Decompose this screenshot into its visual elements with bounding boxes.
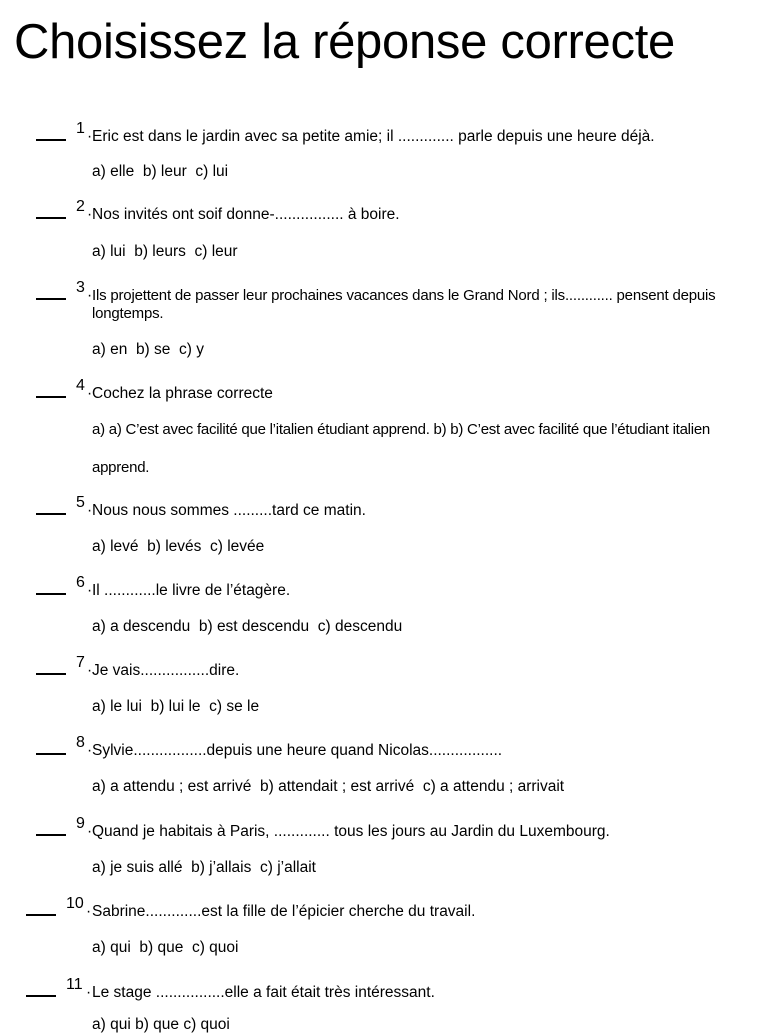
question-number: 7 [76,654,85,671]
answer-blank[interactable] [36,673,66,675]
question-text: Cochez la phrase correcte [92,385,273,402]
question-number: 11 [66,976,83,993]
answer-blank[interactable] [36,139,66,141]
question-number: 2 [76,198,85,215]
question-text: Sabrine.............est la fille de l’épicier cherche du travail. [92,903,476,920]
answer-blank[interactable] [26,995,56,997]
number-dot: · [87,385,93,402]
answer-options: a) le lui b) lui le c) se le [92,698,260,715]
question-text: Sylvie.................depuis une heure quand Nicolas................. [92,742,503,759]
answer-options: a) levé b) levés c) levée [92,538,265,555]
question-number: 6 [76,574,85,591]
question-number: 3 [76,279,85,296]
question-text: Je vais................dire. [92,662,240,679]
page-title: Choisissez la réponse correcte [14,15,675,69]
answer-blank[interactable] [36,593,66,595]
question-text: Nous nous sommes .........tard ce matin. [92,502,366,519]
number-dot: · [86,984,92,1001]
number-dot: · [87,206,93,223]
answer-blank[interactable] [36,396,66,398]
answer-blank[interactable] [36,834,66,836]
question-number: 1 [76,120,85,137]
answer-options: a) a) C’est avec facilité que l’italien étudiant apprend. b) b) C’est avec facilité que l’étudiant italien apprend. [92,421,711,476]
question-number: 4 [76,377,85,394]
answer-blank[interactable] [26,914,56,916]
number-dot: · [87,742,93,759]
answer-blank[interactable] [36,217,66,219]
question-text: Eric est dans le jardin avec sa petite amie; il ............. parle depuis une heure déjà. [92,128,655,145]
number-dot: · [87,128,93,145]
number-dot: · [87,662,93,679]
answer-options: a) lui b) leurs c) leur [92,243,238,260]
answer-blank[interactable] [36,753,66,755]
question-text: Le stage ................elle a fait était très intéressant. [92,984,435,1001]
answer-blank[interactable] [36,298,66,300]
answer-options: a) en b) se c) y [92,341,204,358]
number-dot: · [87,287,93,304]
answer-options: a) a attendu ; est arrivé b) attendait ; est arrivé c) a attendu ; arrivait [92,778,565,795]
number-dot: · [86,903,92,920]
number-dot: · [87,823,93,840]
question-number: 5 [76,494,85,511]
answer-options: a) je suis allé b) j’allais c) j’allait [92,859,316,876]
answer-options: a) a descendu b) est descendu c) descendu [92,618,403,635]
question-text: Il ............le livre de l’étagère. [92,582,291,599]
question-number: 10 [66,895,84,912]
answer-blank[interactable] [36,513,66,515]
answer-options: a) qui b) que c) quoi [92,939,239,956]
number-dot: · [87,502,93,519]
question-number: 8 [76,734,85,751]
answer-options: a) qui b) que c) quoi [92,1016,230,1033]
answer-options: a) elle b) leur c) lui [92,163,229,180]
question-number: 9 [76,815,85,832]
number-dot: · [87,582,93,599]
question-text: Ils projettent de passer leur prochaines vacances dans le Grand Nord ; ils............ pensent depuis longtemps. [92,287,716,322]
question-text: Quand je habitais à Paris, ............. tous les jours au Jardin du Luxembourg. [92,823,610,840]
question-text: Nos invités ont soif donne-................ à boire. [92,206,400,223]
